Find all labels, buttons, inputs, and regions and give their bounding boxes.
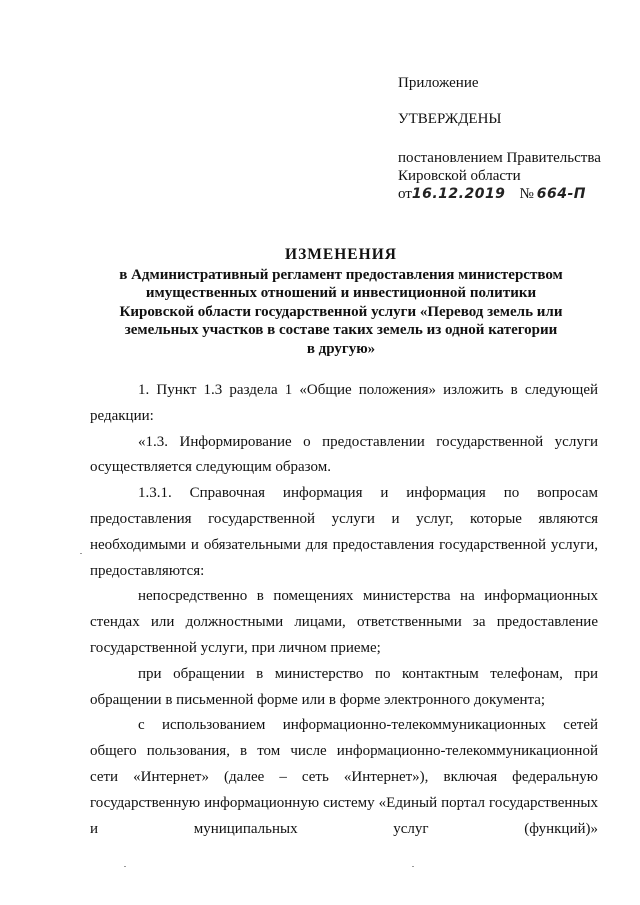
scan-speck: [124, 866, 126, 867]
appendix-block: [398, 74, 628, 203]
heading-line-1: в Административный регламент предоставления министерством: [119, 266, 563, 283]
scan-speck: [80, 553, 82, 554]
date-prefix: от: [398, 186, 412, 202]
handwritten-number: 664-П: [536, 186, 587, 202]
paragraph-5: при обращении в министерство по контактным телефонам, при обращении в письменной форме или в форме электронного документа;: [90, 665, 598, 708]
paragraph-6: с использованием информационно-телекоммуникационных сетей общего пользования, в том числе информационно-телекоммуникационной сети «Интернет» (далее – сеть «Интернет»), включая федеральную государственную информационную систему «Единый портал государственных и муниципальных услуг (функций)»: [90, 717, 598, 837]
number-prefix: №: [519, 186, 534, 202]
decree-line-1: постановлением Правительства: [398, 150, 601, 166]
decree-line-2: Кировской области: [398, 168, 521, 184]
paragraph-2: «1.3. Информирование о предоставлении государственной услуги осуществляется следующим образом.: [90, 433, 598, 476]
heading-line-5: в другую»: [306, 340, 376, 357]
appendix-label: Приложение: [398, 75, 479, 91]
paragraph-3: 1.3.1. Справочная информация и информация по вопросам предоставления государственной услуги и услуг, которые являются необходимыми и обязательными для предоставления государственной услуги, предоставляются:: [90, 485, 598, 579]
document-body: [90, 378, 598, 842]
heading-line-2: имущественных отношений и инвестиционной политики: [145, 285, 537, 301]
heading-line-3: Кировской области государственной услуги «Перевод земель или: [119, 303, 563, 320]
decree-date-number: [398, 185, 628, 203]
handwritten-date: 16.12.2019: [411, 186, 506, 202]
heading-line-4: земельных участков в составе таких земель из одной категории: [124, 322, 558, 338]
paragraph-4: непосредственно в помещениях министерства на информационных стендах или должностными лицами, ответственными за предоставление государственной услуги, при личном приеме;: [90, 588, 598, 656]
heading-title: ИЗМЕНЕНИЯ: [285, 246, 397, 263]
document-heading: [86, 246, 596, 358]
paragraph-1: 1. Пункт 1.3 раздела 1 «Общие положения» изложить в следующей редакции:: [90, 382, 598, 424]
approved-label: УТВЕРЖДЕНЫ: [398, 111, 502, 127]
scan-speck: [412, 866, 414, 867]
